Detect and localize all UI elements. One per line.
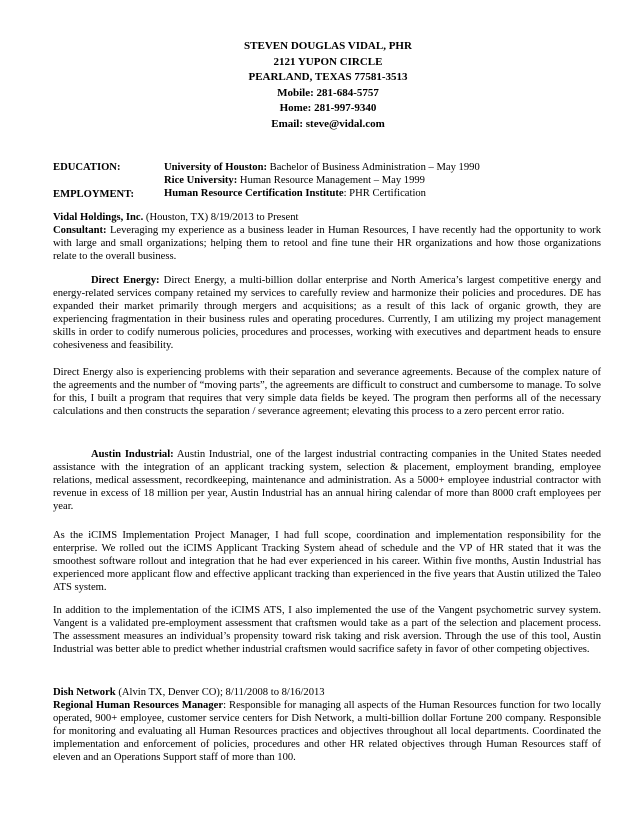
school-name: University of Houston: — [164, 162, 267, 173]
company-name: Vidal Holdings, Inc. — [53, 212, 144, 223]
degree-detail: Bachelor of Business Administration – May 1990 — [267, 162, 480, 173]
austin-industrial-section — [53, 448, 601, 513]
job-role: Consultant: — [53, 225, 107, 237]
degree-detail: Human Resource Management – May 1999 — [237, 175, 425, 187]
direct-energy-paragraph: Direct Energy: Direct Energy, a multi-billion dollar enterprise and North America’s largest competitive energy and energy-related services company retained my services to carefully review and harmonize their policies and procedures. DE has expanded their market primarily through mergers and acquisitions; as a result of this lack of organic growth, they are experiencing fragmentation in their business rules and operating procedures. Currently, I am utilizing my project management skills in order to codify numerous policies, procedures and processes, working with executives and department heads to ensure cohesiveness and feasibility. — [53, 275, 602, 352]
job-meta: (Houston, TX) 8/19/2013 to Present — [143, 212, 299, 223]
client-name: Austin Industrial: — [91, 449, 174, 460]
education-entry — [164, 174, 604, 187]
education-heading: EDUCATION: — [53, 162, 121, 173]
email-address: Email: steve@vidal.com — [271, 117, 385, 130]
employment-heading: EMPLOYMENT: — [53, 189, 135, 200]
job-meta: (Alvin TX, Denver CO); 8/11/2008 to 8/16/2013 — [115, 687, 325, 698]
company-name: Dish Network — [53, 687, 116, 698]
dish-network-section — [53, 686, 601, 765]
school-name: Rice University: — [164, 175, 238, 187]
school-name: Human Resource Certification Institute — [164, 188, 344, 200]
candidate-name: STEVEN DOUGLAS VIDAL, PHR — [244, 40, 412, 52]
direct-energy-severance-paragraph: Direct Energy also is experiencing problems with their separation and severance agreements. Because of the complex nature of the agreements and the number of “moving parts”, the agreements are difficult to construct and cumbersome to manage. To solve for this, I built a program that requires that very simple data fields be keyed. The program then performs all of the necessary calculations and then constructs the separation / severance agreement; elevating this process to a zero percent error ratio. — [53, 367, 601, 418]
job-role: Regional Human Resources Manager — [53, 700, 224, 712]
education-entry — [164, 161, 604, 174]
client-name: Direct Energy: — [91, 275, 160, 286]
icims-paragraph: As the iCIMS Implementation Project Manager, I had full scope, coordination and implementation responsibility for the enterprise. We rolled out the iCIMS Applicant Tracking System ahead of schedule and the VP of HR stated that it was the smoothest software rollout and integration that he had ever experienced in his career. Within five months, Austin Industrial has experienced more applicant flow and effective applicant tracking than experienced in the five years that Austin utilized the Taleo ATS system. — [53, 530, 601, 594]
degree-detail: : PHR Certification — [343, 188, 426, 200]
city-state-zip: PEARLAND, TEXAS 77581-3513 — [248, 71, 408, 83]
mobile-phone: Mobile: 281-684-5757 — [277, 86, 379, 99]
job-description: Regional Human Resources Manager: Responsible for managing all aspects of the Human Resources function for two locally operated, 900+ employee, customer service centers for Dish Network, a multi-billion dollar Fortune 200 company. Responsible for monitoring and evaluating all Human Resources practices and objectives throughout all local departments. Coordinated the implementation and enforcement of policies, procedures and other HR related objectives through Human Resources staff of eleven and an Operations Support staff of more than 100. — [53, 700, 601, 764]
austin-paragraph: Austin Industrial: Austin Industrial, one of the largest industrial contracting companies in the United States needed assistance with the integration of an applicant tracking system, selection & placement, employment branding, employee relations, medical assessment, recordkeeping, maintenance and administration. As a 5000+ employee industrial contractor with revenue in excess of 18 million per year, Austin Industrial has an annual hiring calendar of more than 8000 craft employees per year. — [53, 449, 601, 513]
vangent-paragraph: In addition to the implementation of the iCIMS ATS, I also implemented the use of the Vangent psychometric survey system. Vangent is a validated pre-employment assessment that craftsmen would take as a part of the selection and placement process. The assessment measures an individual’s propensity toward risk taking and risk aversion. Through the use of this tool, Austin Industrial was better able to predict whether industrial craftsmen would sacrifice safety in favor of other competing objectives. — [53, 605, 601, 656]
home-phone: Home: 281-997-9340 — [279, 102, 377, 114]
job-description: Consultant: Leveraging my experience as a business leader in Human Resources, I have recently had the opportunity to work with large and small organizations; helping them to retool and fine tune their HR organizations and how those organizations relate to the overall business. — [53, 225, 601, 263]
contact-header — [0, 39, 638, 132]
street-address: 2121 YUPON CIRCLE — [273, 55, 383, 68]
vidal-holdings-section — [53, 211, 601, 263]
direct-energy-section — [53, 274, 601, 353]
job-title-line — [53, 686, 601, 699]
job-title-line — [53, 211, 601, 224]
